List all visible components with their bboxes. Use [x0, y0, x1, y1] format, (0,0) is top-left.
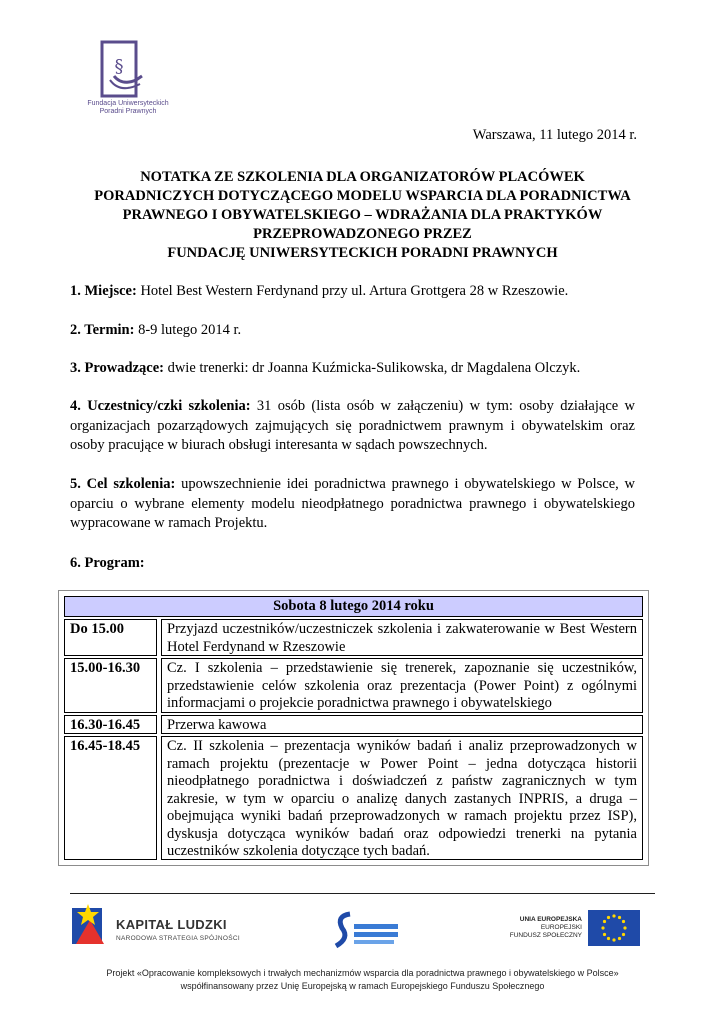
section-text: 8-9 lutego 2014 r.: [134, 322, 242, 338]
eu-flag-icon: [588, 910, 640, 946]
description-cell: Przerwa kawowa: [161, 715, 643, 734]
eu-line3: FUNDUSZ SPOŁECZNY: [509, 932, 582, 939]
project-note: [70, 967, 655, 993]
table-row: [64, 736, 643, 860]
description-cell: Cz. II szkolenia – prezentacja wyników badań i analiz przeprowadzonych w ramach projektu (prezentacje w Power Point – jedna dotycząca historii nieodpłatnego poradnictwa i doświadczeń z państw zagranicznych w tym zakresie, w tym w oparciu o analizę danych zastanych INPRIS, a druga – obejmująca wyniki badań przeprowadzonych w ramach projektu przez ISP), dyskusja dotycząca wyników badań oraz odpowiedzi trenerki na pytania uczestników szkolenia dotyczące tych badań.: [161, 736, 643, 860]
section-label: 5. Cel szkolenia:: [70, 476, 176, 492]
section-text: Hotel Best Western Ferdynand przy ul. Artura Grottgera 28 w Rzeszowie.: [136, 283, 569, 299]
section-label: 2. Termin:: [70, 322, 135, 338]
section-label: 3. Prowadzące:: [70, 360, 164, 376]
table-header-row: [64, 596, 643, 617]
section-label: 1. Miejsce:: [70, 283, 137, 299]
document-title: [70, 168, 655, 263]
section-trainers: [70, 359, 635, 379]
time-cell: 16.45-18.45: [64, 736, 157, 860]
program-table: [58, 590, 649, 866]
center-partner-logo: [330, 908, 400, 950]
eu-line2: EUROPEJSKI: [540, 924, 582, 931]
logo-text-line2: Poradni Prawnych: [99, 108, 157, 115]
section-text: upowszechnienie idei poradnictwa prawnego i obywatelskiego w Polsce, w oparciu o wybrane elementy modelu nieodpłatnego poradnictwa prawnego i obywatelskiego wypracowane w ramach Projektu.: [70, 476, 635, 531]
section-text: dwie trenerki: dr Joanna Kuźmicka-Sulikowska, dr Magdalena Olczyk.: [163, 360, 581, 376]
time-cell: 16.30-16.45: [64, 715, 157, 734]
table-row: [64, 715, 643, 734]
project-line1: Projekt «Opracowanie kompleksowych i trwałych mechanizmów wsparcia dla poradnictwa prawnego i obywatelskiego w Polsce»: [106, 968, 619, 978]
section-label: 6. Program:: [70, 555, 145, 571]
time-cell: 15.00-16.30: [64, 658, 157, 713]
section-goal: [70, 475, 635, 534]
section-label: 4. Uczestnicy/czki szkolenia:: [70, 398, 251, 414]
project-line2: współfinansowany przez Unię Europejską w ramach Europejskiego Funduszu Społecznego: [180, 981, 545, 991]
title-line: PRZEPROWADZONEGO PRZEZ: [253, 226, 472, 242]
description-cell: Przyjazd uczestników/uczestniczek szkolenia i zakwaterowanie w Best Western Hotel Ferdynand w Rzeszowie: [161, 619, 643, 656]
eu-fund-label: [506, 916, 582, 940]
kapital-ludzki-logo: [70, 900, 106, 950]
title-line: FUNDACJĘ UNIWERSYTECKICH PORADNI PRAWNYCH: [167, 245, 558, 261]
title-line: PORADNICZYCH DOTYCZĄCEGO MODELU WSPARCIA DLA PORADNICTWA: [94, 188, 631, 204]
section-participants: [70, 397, 635, 456]
section-date: [70, 321, 635, 341]
section-program: [70, 554, 635, 574]
time-cell: Do 15.00: [64, 619, 157, 656]
table-row: [64, 658, 643, 713]
document-date: Warszawa, 11 lutego 2014 r.: [472, 127, 637, 143]
description-cell: Cz. I szkolenia – przedstawienie się trenerek, zapoznanie się uczestników, przedstawienie celów szkolenia oraz prezentacja (Power Point) z ogólnymi informacjami o projekcie poradnictwa prawnego i obywatelskiego: [161, 658, 643, 713]
kl-subtitle: NARODOWA STRATEGIA SPÓJNOŚCI: [116, 935, 240, 942]
kl-title: KAPITAŁ LUDZKI: [116, 917, 227, 932]
title-line: PRAWNEGO I OBYWATELSKIEGO – WDRAŻANIA DLA PRAKTYKÓW: [122, 207, 603, 223]
eu-line1: UNIA EUROPEJSKA: [519, 916, 582, 923]
section-place: [70, 282, 635, 302]
foundation-logo-text: [80, 100, 176, 116]
section-text: 31 osób (lista osób w załączeniu) w tym: osoby działające w organizacjach pozarządowych zajmujących się poradnictwem prawnym i obywatelskim oraz osoby pracujące w biurach obsługi interesanta w sądach powszechnych.: [70, 398, 635, 453]
table-row: [64, 619, 643, 656]
title-line: NOTATKA ZE SZKOLENIA DLA ORGANIZATORÓW PLACÓWEK: [140, 169, 585, 185]
day-header: Sobota 8 lutego 2014 roku: [64, 596, 643, 617]
footer-divider: [70, 893, 655, 894]
paragraph-symbol: §: [114, 56, 124, 77]
logo-text-line1: Fundacja Uniwersyteckich: [87, 100, 169, 107]
